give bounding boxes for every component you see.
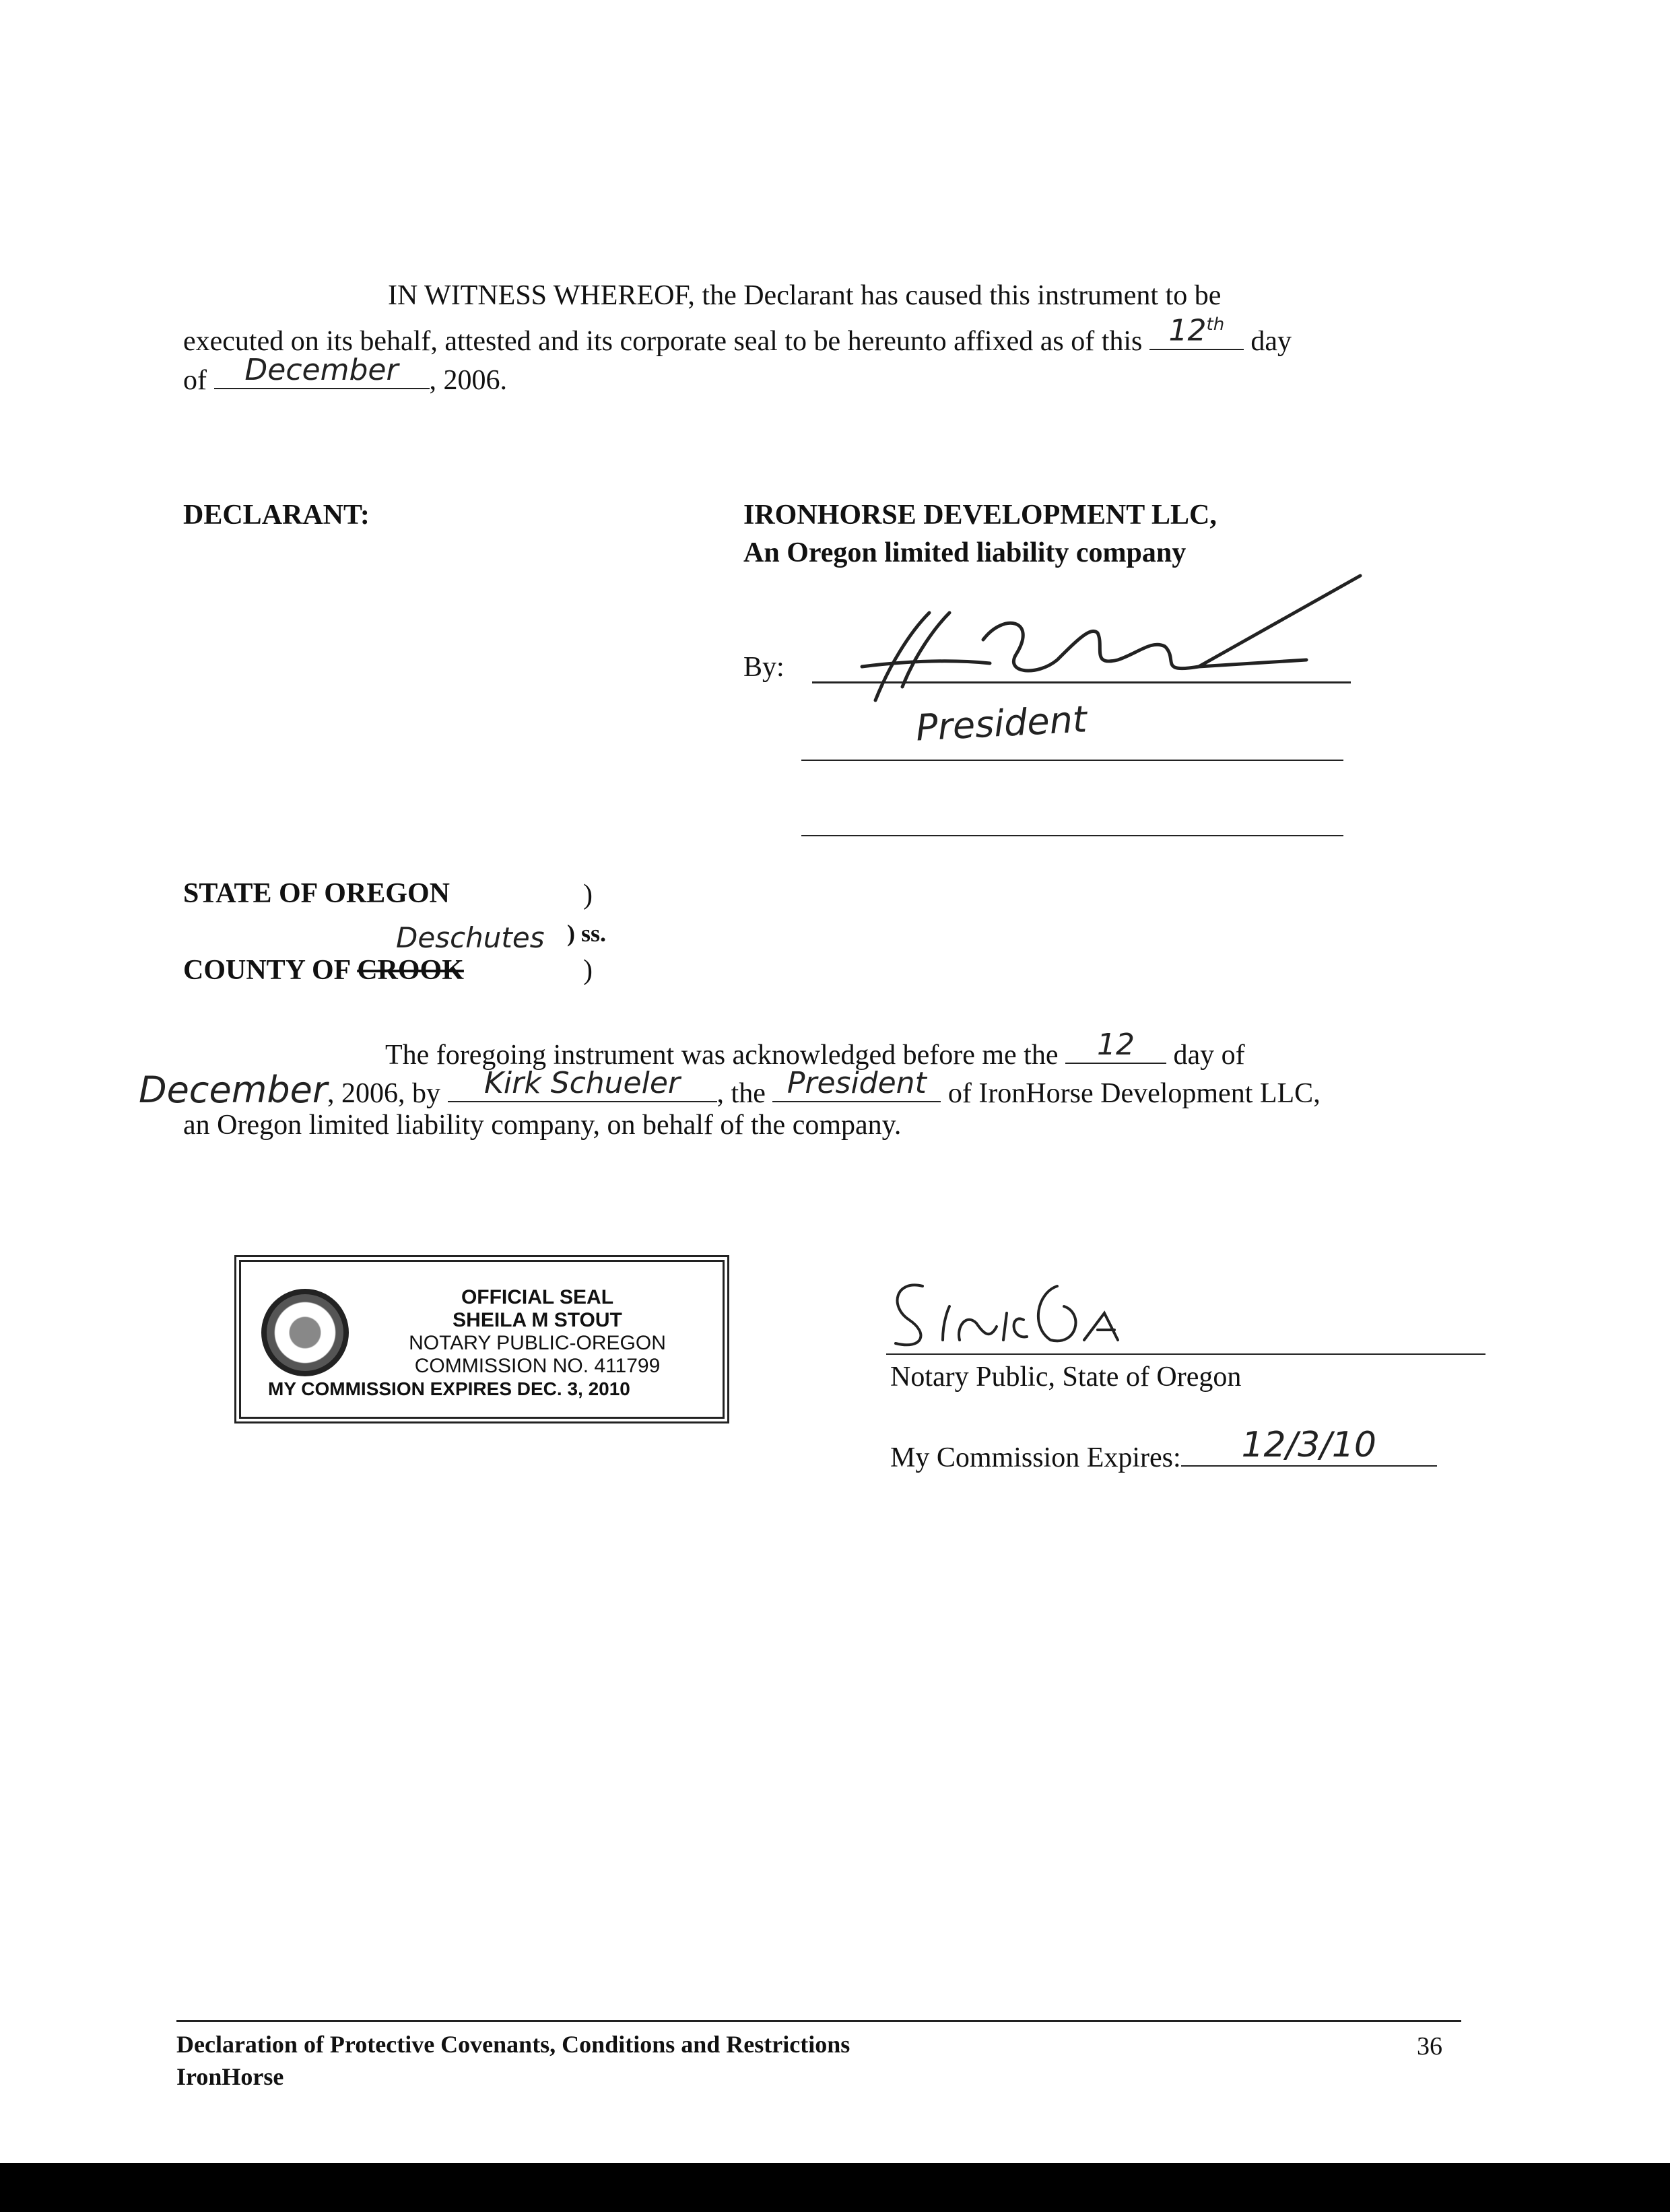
company-description: An Oregon limited liability company <box>743 537 1187 568</box>
notary-seal <box>234 1255 729 1423</box>
footer-title: Declaration of Protective Covenants, Conditions and Restrictions <box>176 2031 850 2058</box>
witness-day-word: day <box>1250 326 1292 357</box>
seal-line-3: NOTARY PUBLIC-OREGON <box>409 1332 666 1354</box>
seal-line-2: SHEILA M STOUT <box>453 1309 622 1331</box>
ack-line-1-text: The foregoing instrument was acknowledged before me the <box>385 1040 1059 1071</box>
witness-day-handwritten: 12th <box>1168 314 1225 348</box>
commission-expires <box>890 1425 1437 1473</box>
footer-rule <box>176 2020 1461 2022</box>
county-struck-name: CROOK <box>357 955 464 986</box>
company-name: IRONHORSE DEVELOPMENT LLC, <box>743 500 1217 531</box>
venue-ss: ) ss. <box>567 920 607 947</box>
notary-label: Notary Public, State of Oregon <box>890 1362 1242 1393</box>
declarant-title-handwritten: President <box>914 698 1088 749</box>
county-label: COUNTY OF <box>183 955 350 986</box>
commission-expires-handwritten: 12/3/10 <box>1241 1425 1376 1465</box>
oregon-seal-emblem-icon <box>261 1289 349 1376</box>
notary-signature-line[interactable] <box>886 1353 1485 1355</box>
extra-line[interactable] <box>801 835 1343 836</box>
by-label: By: <box>743 652 784 683</box>
declarant-label: DECLARANT: <box>183 500 370 531</box>
ack-day-handwritten: 12 <box>1097 1028 1135 1062</box>
ack-line-2 <box>139 1066 1321 1111</box>
seal-line-5: MY COMMISSION EXPIRES DEC. 3, 2010 <box>268 1378 630 1399</box>
notary-signature <box>882 1266 1219 1353</box>
county-line <box>183 956 464 984</box>
ack-line-3: an Oregon limited liability company, on behalf of the company. <box>183 1110 902 1141</box>
witness-line-2 <box>183 314 1292 357</box>
commission-expires-field[interactable] <box>1181 1425 1437 1467</box>
page-number: 36 <box>1417 2032 1442 2060</box>
ack-day-of: day of <box>1173 1040 1245 1071</box>
seal-line-4: COMMISSION NO. 411799 <box>414 1355 661 1377</box>
witness-year: , 2006. <box>429 365 507 396</box>
ack-name-field[interactable] <box>448 1066 717 1102</box>
witness-day-field[interactable] <box>1149 314 1244 350</box>
venue-paren-3: ) <box>583 955 593 986</box>
venue-paren-1: ) <box>583 879 593 910</box>
witness-line-3 <box>183 353 507 396</box>
scan-border <box>0 2163 1670 2212</box>
ack-title-handwritten: President <box>787 1066 927 1100</box>
ack-name-handwritten: Kirk Schueler <box>484 1066 681 1100</box>
seal-line-1: OFFICIAL SEAL <box>461 1286 614 1308</box>
witness-of-word: of <box>183 365 207 396</box>
state-label: STATE OF OREGON <box>183 878 450 909</box>
ack-line-1 <box>385 1028 1245 1071</box>
seal-text <box>268 1286 733 1401</box>
commission-expires-label: My Commission Expires: <box>890 1442 1181 1473</box>
county-handwritten: Deschutes <box>396 921 545 954</box>
ack-month-handwritten: December <box>139 1069 328 1111</box>
ack-year-by: , 2006, by <box>327 1078 441 1109</box>
ack-the: , the <box>716 1078 766 1109</box>
witness-line-2-text: executed on its behalf, attested and its corporate seal to be hereunto affixed as of this <box>183 326 1143 357</box>
footer-subtitle: IronHorse <box>176 2063 284 2090</box>
witness-line-1: IN WITNESS WHEREOF, the Declarant has caused this instrument to be <box>388 280 1222 311</box>
ack-line-2-text: of IronHorse Development LLC, <box>947 1078 1321 1109</box>
title-line[interactable] <box>801 760 1343 761</box>
ack-day-field[interactable] <box>1065 1028 1166 1064</box>
witness-month-field[interactable] <box>214 353 430 389</box>
witness-month-handwritten: December <box>244 353 399 387</box>
ack-title-field[interactable] <box>772 1066 941 1102</box>
